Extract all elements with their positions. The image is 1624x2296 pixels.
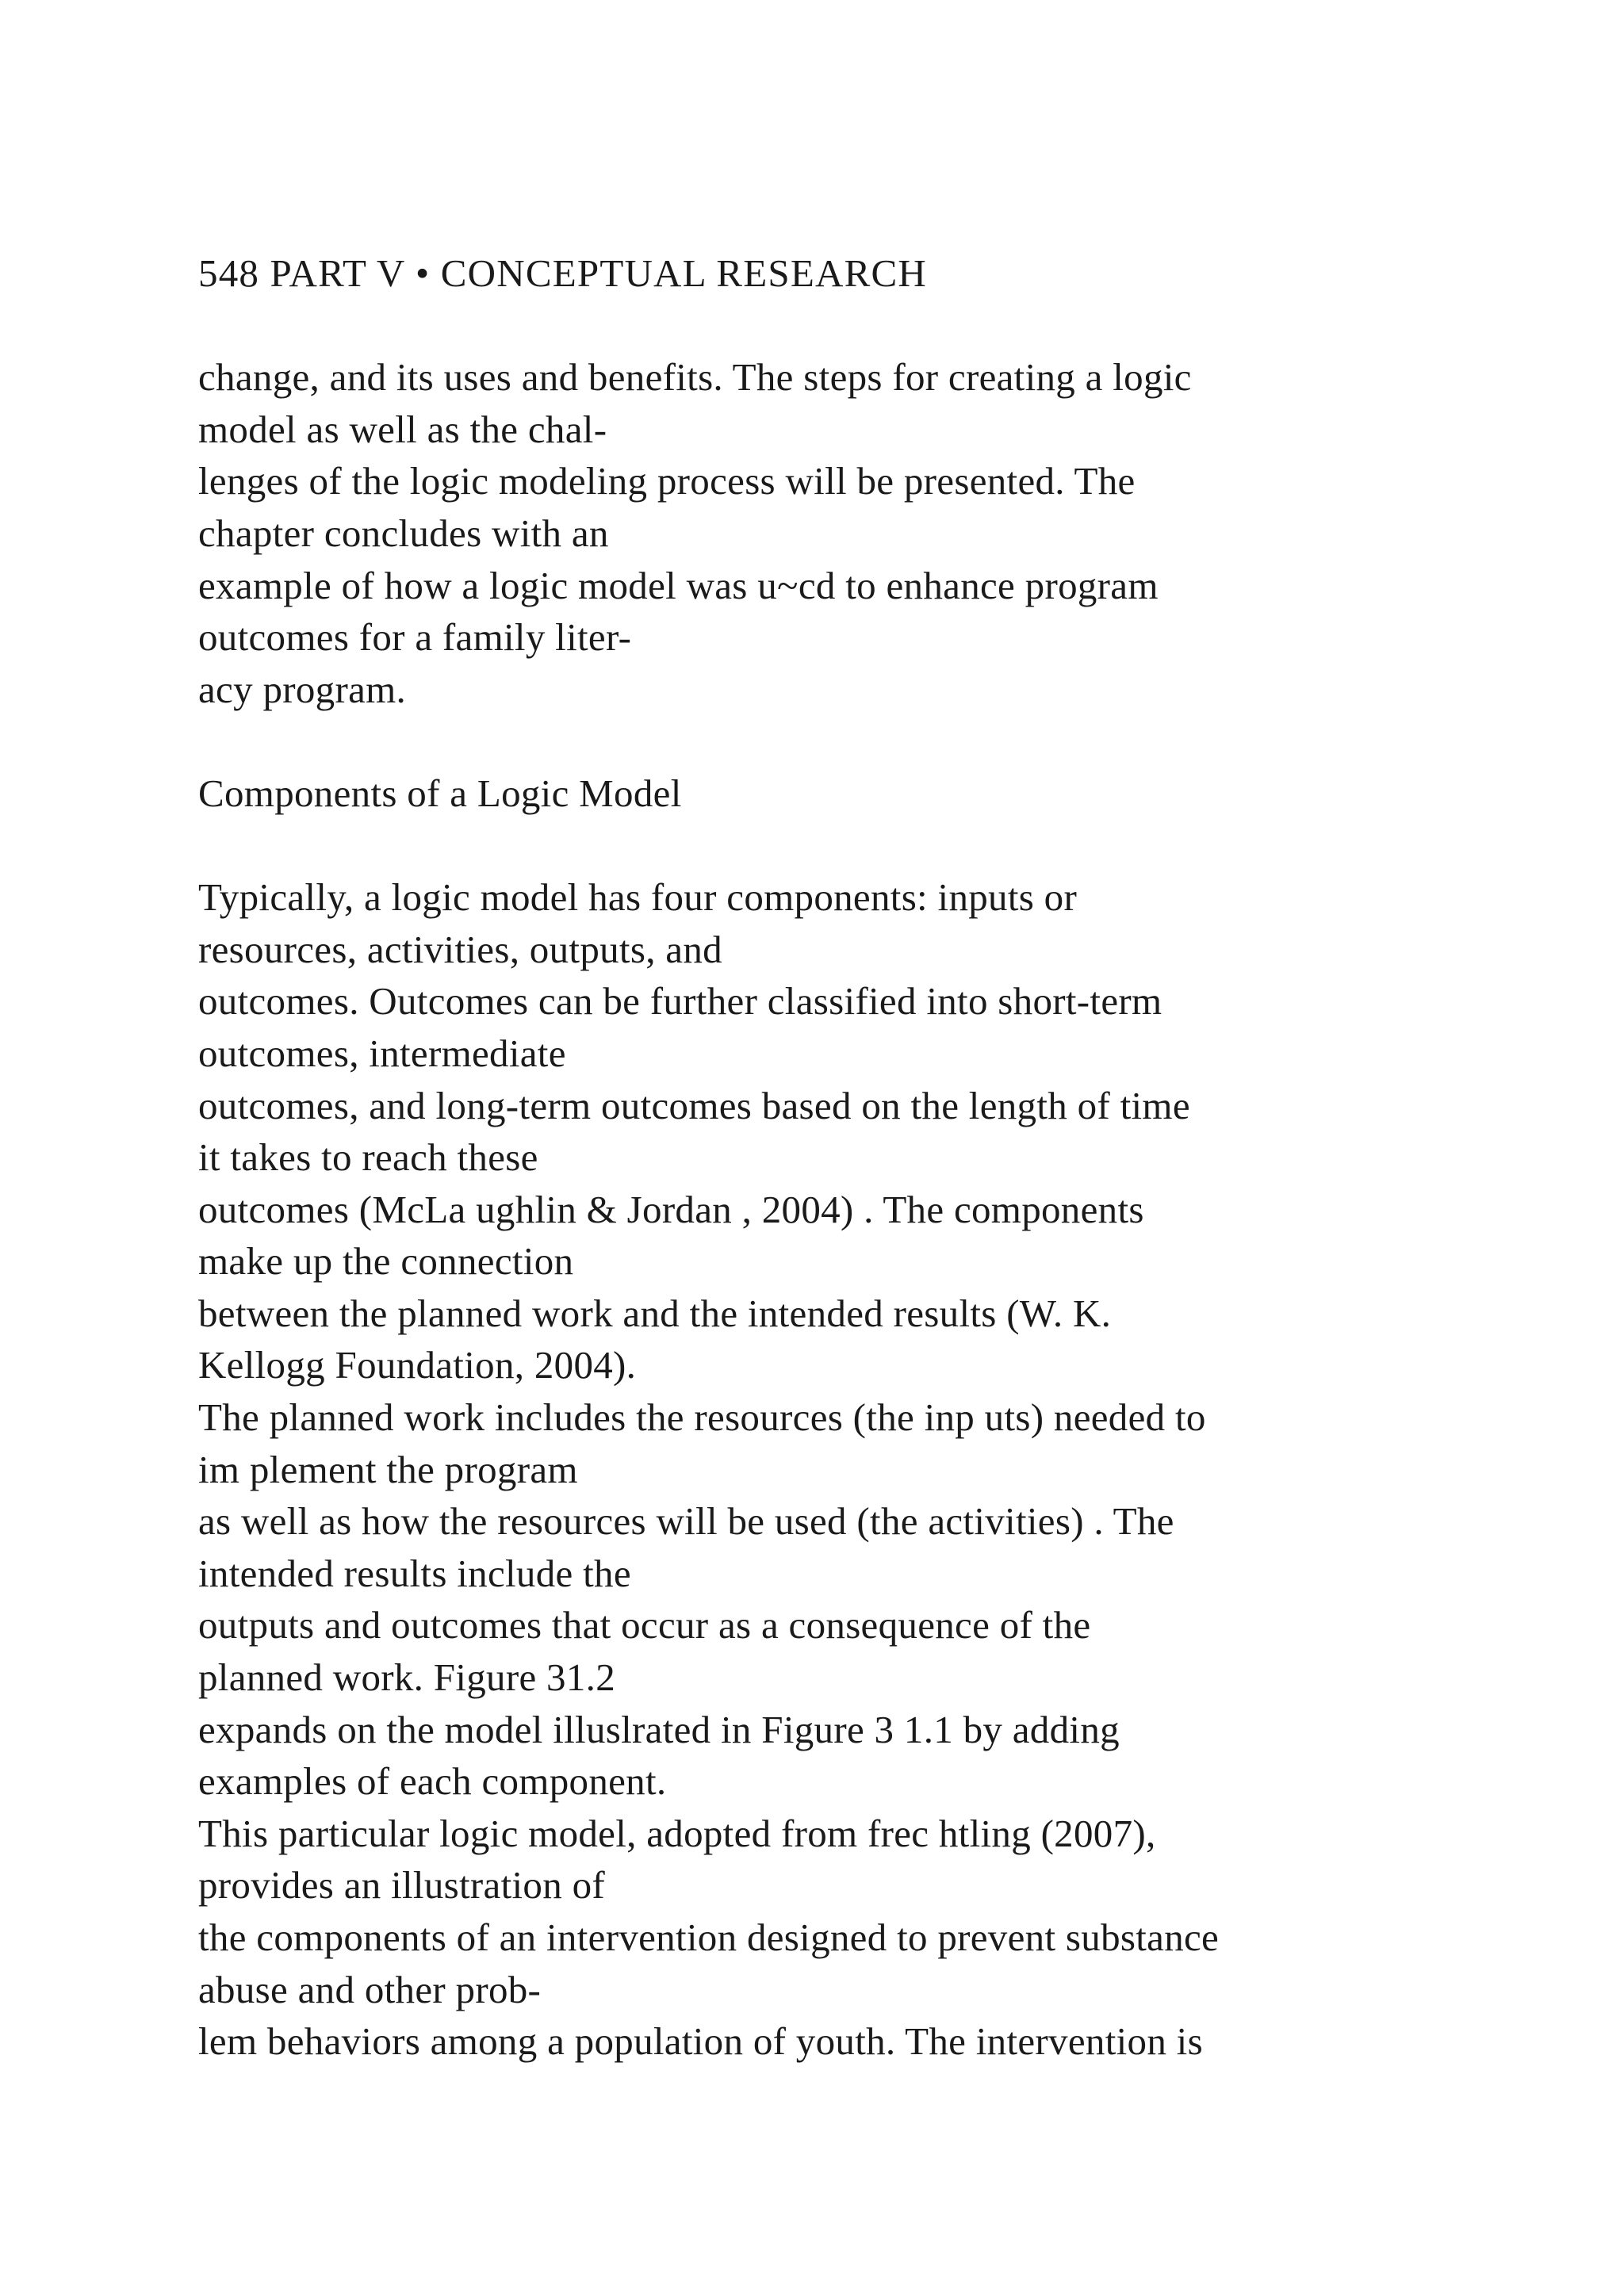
text-line: intended results include the [198,1551,631,1595]
text-line: acy program. [198,667,407,711]
text-line: The planned work includes the resources (the inp uts) needed to [198,1395,1206,1440]
text-line: between the planned work and the intended results (W. K. [198,1291,1112,1335]
text-line: examples of each component. [198,1759,667,1804]
text-line: the components of an intervention designed to prevent substance [198,1915,1220,1959]
intro-paragraph [198,351,1578,715]
text-line: This particular logic model, adopted from frec htling (2007), [198,1811,1156,1855]
spacer [198,300,1578,352]
text-line: Typically, a logic model has four components: inputs or [198,875,1078,920]
text-line: im plement the program [198,1447,578,1491]
text-line: model as well as the chal- [198,407,607,451]
text-line: example of how a logic model was u~cd to enhance program [198,563,1159,607]
body-paragraph [198,871,1578,2068]
text-line: resources, activities, outputs, and [198,927,722,971]
text-line: outcomes, intermediate [198,1031,566,1075]
text-line: outputs and outcomes that occur as a consequence of the [198,1603,1091,1647]
spacer [198,820,1578,872]
text-line: outcomes. Outcomes can be further classified into short-term [198,979,1162,1024]
text-line: chapter concludes with an [198,511,609,555]
text-line: make up the connection [198,1239,574,1284]
text-line: as well as how the resources will be used (the activities) . The [198,1499,1174,1544]
text-line: planned work. Figure 31.2 [198,1655,615,1700]
text-line: lem behaviors among a population of youth. The intervention is [198,2019,1203,2064]
text-line: outcomes (McLa ughlin & Jordan , 2004) . The components [198,1187,1144,1231]
document-page [198,247,1578,2068]
text-line: Kellogg Foundation, 2004). [198,1343,637,1387]
page-header: 548 PART V • CONCEPTUAL RESEARCH [198,251,927,295]
text-line: change, and its uses and benefits. The steps for creating a logic [198,355,1192,400]
text-line: outcomes for a family liter- [198,615,632,660]
section-heading: Components of a Logic Model [198,771,682,815]
text-line: abuse and other prob- [198,1967,542,2011]
text-line: provides an illustration of [198,1863,605,1908]
text-line: lenges of the logic modeling process will be presented. The [198,459,1136,503]
spacer [198,715,1578,767]
text-line: it takes to reach these [198,1135,538,1180]
text-line: outcomes, and long-term outcomes based on the length of time [198,1083,1190,1127]
text-line: expands on the model illuslrated in Figure 3 1.1 by adding [198,1707,1120,1751]
